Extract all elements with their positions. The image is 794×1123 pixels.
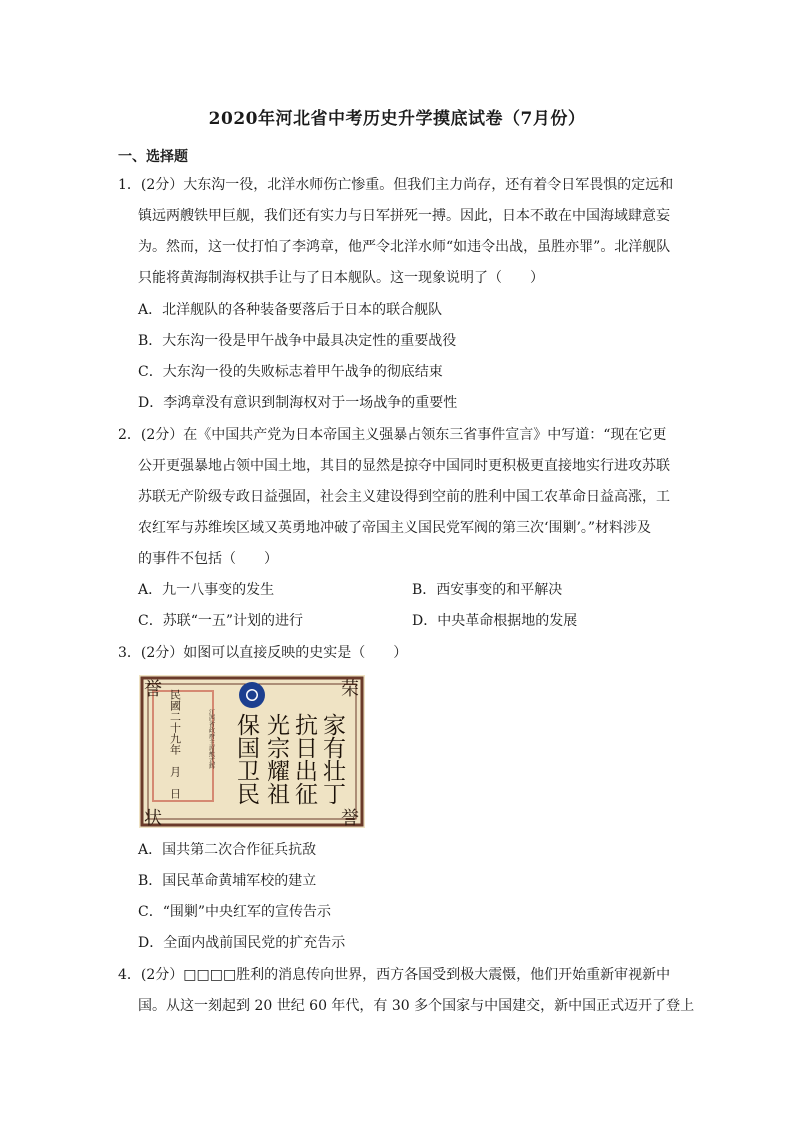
q2-line-3: 苏联无产阶级专政日益强固，社会主义建设得到空前的胜利中国工农革命日益高涨，工 (138, 489, 670, 505)
q3-option-b: B．国民革命黄埔军校的建立 (138, 873, 317, 889)
q3-line-1: 3．(2分）如图可以直接反映的史实是（ ） (118, 645, 408, 661)
q2-line-2: 公开更强暴地占领中国土地，其目的显然是掠夺中国同时更积极更直接地实行进攻苏联 (138, 458, 670, 474)
poster-line-2: 抗日出征 (291, 713, 317, 805)
q1-option-a: A．北洋舰队的各种装备要落后于日本的联合舰队 (138, 302, 443, 318)
page-title: 2020年河北省中考历史升学摸底试卷（7月份） (208, 109, 586, 129)
poster-line-3: 光宗耀祖 (263, 713, 289, 805)
q1-option-d: D．李鸿章没有意识到制海权对于一场战争的重要性 (138, 395, 458, 411)
poster-corner-br: 誉 (341, 808, 359, 828)
q2-option-c: C．苏联“一五”计划的进行 (138, 613, 304, 629)
conscription-poster-image (139, 675, 365, 828)
q1-line-2: 镇远两艘铁甲巨舰，我们还有实力与日军拼死一搏。因此，日本不敢在中国海域肆意妄 (138, 208, 670, 224)
q2-line-4: 农红军与苏维埃区域又英勇地冲破了帝国主义国民党军阀的第三次‘围剿’。”材料涉及 (138, 520, 652, 536)
poster-corner-tl: 誉 (144, 679, 162, 700)
q2-line-1: 2．(2分）在《中国共产党为日本帝国主义强暴占领东三省事件宣言》中写道：“现在它更 (118, 427, 667, 443)
poster-line-4: 保国卫民 (233, 713, 259, 805)
poster-issuer: 江西省政府主席熊式辉 (207, 709, 215, 769)
q2-line-5: 的事件不包括（ ） (138, 551, 278, 567)
q1-line-1: 1．(2分）大东沟一役，北洋水师伤亡惨重。但我们主力尚存，还有着令日军畏惧的定远和 (118, 177, 674, 193)
poster-corner-bl: 状 (144, 808, 162, 828)
q2-option-a: A．九一八事变的发生 (138, 582, 275, 598)
q1-option-b: B．大东沟一役是甲午战争中最具决定性的重要战役 (138, 333, 457, 349)
poster-date: 民國二十九年 月 日 (168, 689, 182, 799)
q1-option-c: C．大东沟一役的失败标志着甲午战争的彻底结束 (138, 364, 443, 380)
q3-option-c: C．“围剿”中央红军的宣传告示 (138, 904, 332, 920)
q1-line-3: 为。然而，这一仗打怕了李鸿章，他严令北洋水师“如违令出战，虽胜亦罪”。北洋舰队 (138, 239, 671, 255)
q2-option-d: D．中央革命根据地的发展 (412, 613, 578, 629)
q2-option-b: B．西安事变的和平解决 (412, 582, 563, 598)
poster-corner-tr: 荣 (341, 679, 359, 700)
q4-line-1: 4．(2分）□□□□胜利的消息传向世界，西方各国受到极大震慑，他们开始重新审视新中 (118, 967, 671, 983)
q1-line-4: 只能将黄海制海权拱手让与了日本舰队。这一现象说明了（ ） (138, 270, 544, 286)
q4-line-2: 国。从这一刻起到 20 世纪 60 年代，有 30 多个国家与中国建交，新中国正式迈开了登上 (138, 998, 695, 1014)
poster-line-1: 家有壮丁 (319, 713, 345, 805)
poster-svg (139, 675, 365, 828)
q3-option-d: D．全面内战前国民党的扩充告示 (138, 935, 346, 951)
emblem-icon (239, 682, 265, 708)
q3-option-a: A．国共第二次合作征兵抗敌 (138, 842, 317, 858)
section-heading: 一、选择题 (118, 149, 188, 165)
